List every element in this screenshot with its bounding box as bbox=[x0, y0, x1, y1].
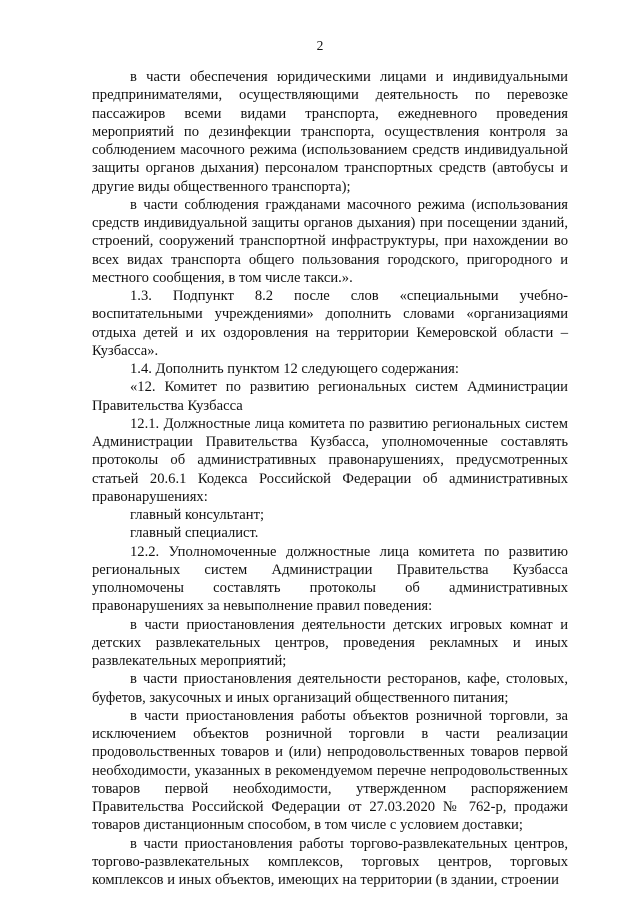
paragraph-1-4: 1.4. Дополнить пунктом 12 следующего содержания: bbox=[130, 361, 459, 377]
list-item-chief-consultant: главный консультант; bbox=[130, 507, 265, 523]
paragraph-item-12: «12. Комитет по развитию региональных систем Администрации Правительства Кузбасса bbox=[92, 379, 568, 414]
document-body bbox=[92, 68, 568, 889]
paragraph-retail: в части приостановления работы объектов розничной торговли, за исключением объектов розничной торговли в части реализации продовольственных товаров и (или) непродовольственных товаров первой необходимости, указанных в рекомендуемом перечне непродовольственных товаров первой необходимости, утвержденном распоряжением Правительства Российской Федерации от 27.03.2020 № 762-р, продажи товаров дистанционным способом, в том числе с условием доставки; bbox=[92, 707, 568, 834]
paragraph-1-3: 1.3. Подпункт 8.2 после слов «специальными учебно-воспитательными учреждениями» дополнить словами «организациями отдыха детей и их оздоровления на территории Кемеровской области – Кузбасса». bbox=[92, 288, 568, 359]
paragraph-shopping-centers: в части приостановления работы торгово-развлекательных центров, торгово-развлекательных комплексов, торговых центров, торговых комплексов и иных объектов, имеющих на территории (в здании, строении bbox=[92, 835, 568, 888]
paragraph-restaurants: в части приостановления деятельности ресторанов, кафе, столовых, буфетов, закусочных и иных организаций общественного питания; bbox=[92, 671, 568, 706]
paragraph-citizens-mask-regime: в части соблюдения гражданами масочного режима (использования средств индивидуальной защиты органов дыхания) при посещении зданий, строений, сооружений транспортной инфраструктуры, при нахождении во всех видах транспорта общего пользования городского, пригородного и местного сообщения, в том числе такси.». bbox=[92, 196, 568, 286]
page-number: 2 bbox=[316, 38, 324, 53]
paragraph-12-2: 12.2. Уполномоченные должностные лица комитета по развитию региональных систем Администрации Правительства Кузбасса уполномочены составлять протоколы об административных правонарушениях за невыполнение правил поведения: bbox=[92, 543, 568, 615]
paragraph-12-1: 12.1. Должностные лица комитета по развитию региональных систем Администрации Правительства Кузбасса, уполномоченные составлять протоколы об административных правонарушениях, предусмотренных статьей 20.6.1 Кодекса Российской Федерации об административных правонарушениях: bbox=[92, 415, 568, 505]
paragraph-children-playrooms: в части приостановления деятельности детских игровых комнат и детских развлекательных центров, проведения рекламных и иных развлекательных мероприятий; bbox=[92, 616, 568, 669]
paragraph-transport-disinfection: в части обеспечения юридическими лицами и индивидуальными предпринимателями, осуществляющими деятельность по перевозке пассажиров всеми видами транспорта, ежедневного проведения мероприятий по дезинфекции транспорта, осуществления контроля за соблюдением масочного режима (использованием средств индивидуальной защиты органов дыхания) персоналом транспортных средств (автобусы и другие виды общественного транспорта); bbox=[92, 69, 568, 195]
list-item-chief-specialist: главный специалист. bbox=[130, 525, 259, 542]
